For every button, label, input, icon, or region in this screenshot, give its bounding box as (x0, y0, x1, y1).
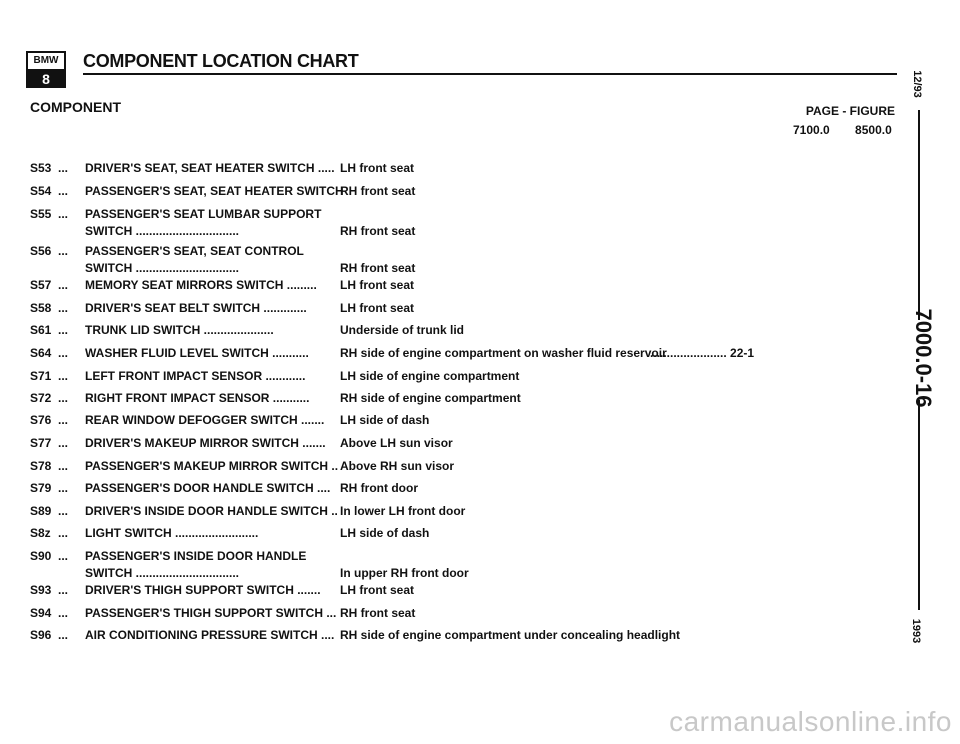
table-row (0, 436, 900, 452)
leader-dots: ... (58, 301, 69, 315)
table-row (0, 278, 900, 294)
component-location: RH side of engine compartment on washer fluid reservoir (340, 346, 667, 360)
component-code: S55 (30, 207, 52, 221)
component-name: RIGHT FRONT IMPACT SENSOR ........... (85, 391, 310, 405)
component-location: RH front seat (340, 606, 416, 620)
leader-dots: ... (58, 244, 69, 258)
leader-dots: ... (58, 606, 69, 620)
leader-dots: ... (58, 526, 69, 540)
watermark: carmanualsonline.info (669, 706, 952, 737)
component-location: LH side of engine compartment (340, 369, 520, 383)
leader-dots: ... (58, 184, 69, 198)
component-name: PASSENGER'S INSIDE DOOR HANDLE (85, 549, 307, 563)
component-location: RH front seat (340, 261, 416, 275)
component-name: DRIVER'S MAKEUP MIRROR SWITCH ....... (85, 436, 326, 450)
figure-value: 8500.0 (855, 123, 892, 137)
component-name: WASHER FLUID LEVEL SWITCH ........... (85, 346, 309, 360)
component-name: MEMORY SEAT MIRRORS SWITCH ......... (85, 278, 317, 292)
table-row (0, 481, 900, 497)
component-location: RH side of engine compartment under concealing headlight (340, 628, 681, 642)
title-rule (83, 73, 897, 75)
component-code: S56 (30, 244, 52, 258)
table-row (0, 301, 900, 317)
component-location: LH side of dash (340, 526, 430, 540)
leader-dots: ... (58, 583, 69, 597)
component-name: PASSENGER'S DOOR HANDLE SWITCH .... (85, 481, 331, 495)
component-name-line2: SWITCH ............................... (85, 224, 240, 238)
table-row (0, 244, 900, 280)
component-name: AIR CONDITIONING PRESSURE SWITCH .... (85, 628, 335, 642)
series-8-badge: 8 (28, 70, 64, 86)
component-code: S90 (30, 549, 52, 563)
component-location: LH front seat (340, 278, 415, 292)
component-name: PASSENGER'S THIGH SUPPORT SWITCH ... (85, 606, 337, 620)
table-row (0, 504, 900, 520)
component-location: Above LH sun visor (340, 436, 453, 450)
component-location: RH side of engine compartment (340, 391, 521, 405)
side-rule-2 (918, 400, 920, 610)
leader-dots: ... (58, 207, 69, 221)
bmw-logo (26, 51, 66, 88)
component-name: DRIVER'S SEAT, SEAT HEATER SWITCH ..... (85, 161, 335, 175)
leader-dots: ... (58, 278, 69, 292)
component-code: S58 (30, 301, 52, 315)
component-code: S61 (30, 323, 52, 337)
table-row (0, 606, 900, 622)
component-name-line2: SWITCH ............................... (85, 261, 240, 275)
component-name: REAR WINDOW DEFOGGER SWITCH ....... (85, 413, 325, 427)
component-code: S64 (30, 346, 52, 360)
bmw-logo-text: BMW (28, 53, 64, 71)
component-location: Above RH sun visor (340, 459, 455, 473)
table-row (0, 583, 900, 599)
table-row (0, 323, 900, 339)
component-column-header: COMPONENT (30, 99, 121, 115)
component-location: LH side of dash (340, 413, 430, 427)
leader-dots: ... (58, 628, 69, 642)
table-row (0, 459, 900, 475)
component-location: RH front seat (340, 224, 416, 238)
component-code: S89 (30, 504, 52, 518)
leader-dots: ... (58, 459, 69, 473)
component-location: LH front seat (340, 583, 415, 597)
table-row (0, 391, 900, 407)
component-name: PASSENGER'S SEAT, SEAT HEATER SWITCH (85, 184, 344, 198)
leader-dots: ... (58, 161, 69, 175)
side-page-number: 7000.0-16 (911, 308, 936, 408)
component-page-figure: ....................... 22-1 (650, 346, 755, 360)
leader-dots: ... (58, 549, 69, 563)
table-row (0, 413, 900, 429)
component-code: S57 (30, 278, 52, 292)
component-code: S78 (30, 459, 52, 473)
component-code: S96 (30, 628, 52, 642)
table-row (0, 207, 900, 243)
table-row (0, 369, 900, 385)
component-code: S54 (30, 184, 52, 198)
component-code: S53 (30, 161, 52, 175)
side-date: 12/93 (910, 70, 923, 98)
leader-dots: ... (58, 346, 69, 360)
component-location: In upper RH front door (340, 566, 469, 580)
leader-dots: ... (58, 481, 69, 495)
component-location: In lower LH front door (340, 504, 466, 518)
table-row (0, 346, 900, 362)
component-code: S94 (30, 606, 52, 620)
table-row (0, 184, 900, 200)
component-name: LIGHT SWITCH ......................... (85, 526, 259, 540)
component-name: LEFT FRONT IMPACT SENSOR ............ (85, 369, 306, 383)
component-code: S77 (30, 436, 52, 450)
component-name-line2: SWITCH ............................... (85, 566, 240, 580)
component-name: DRIVER'S SEAT BELT SWITCH ............. (85, 301, 307, 315)
component-name: DRIVER'S THIGH SUPPORT SWITCH ....... (85, 583, 321, 597)
leader-dots: ... (58, 323, 69, 337)
table-row (0, 628, 900, 644)
component-code: S79 (30, 481, 52, 495)
component-location: LH front seat (340, 161, 415, 175)
component-code: S8z (30, 526, 51, 540)
component-name: DRIVER'S INSIDE DOOR HANDLE SWITCH .. (85, 504, 338, 518)
component-name: TRUNK LID SWITCH ..................... (85, 323, 274, 337)
component-name: PASSENGER'S MAKEUP MIRROR SWITCH .. (85, 459, 339, 473)
leader-dots: ... (58, 436, 69, 450)
page-title: COMPONENT LOCATION CHART (83, 51, 359, 71)
component-code: S71 (30, 369, 52, 383)
leader-dots: ... (58, 391, 69, 405)
page-value: 7100.0 (793, 123, 830, 137)
table-row (0, 526, 900, 542)
component-location: LH front seat (340, 301, 415, 315)
leader-dots: ... (58, 413, 69, 427)
page-figure-header: PAGE - FIGURE (805, 104, 895, 118)
side-year: 1993 (910, 618, 923, 644)
leader-dots: ... (58, 369, 69, 383)
component-code: S76 (30, 413, 52, 427)
table-row (0, 549, 900, 585)
component-location: Underside of trunk lid (340, 323, 465, 337)
page-figure-values (793, 123, 892, 137)
component-location: RH front door (340, 481, 418, 495)
table-row (0, 161, 900, 177)
side-rule-1 (918, 110, 920, 320)
component-code: S72 (30, 391, 52, 405)
component-location: RH front seat (340, 184, 416, 198)
component-code: S93 (30, 583, 52, 597)
component-name: PASSENGER'S SEAT, SEAT CONTROL (85, 244, 304, 258)
component-name: PASSENGER'S SEAT LUMBAR SUPPORT (85, 207, 322, 221)
leader-dots: ... (58, 504, 69, 518)
